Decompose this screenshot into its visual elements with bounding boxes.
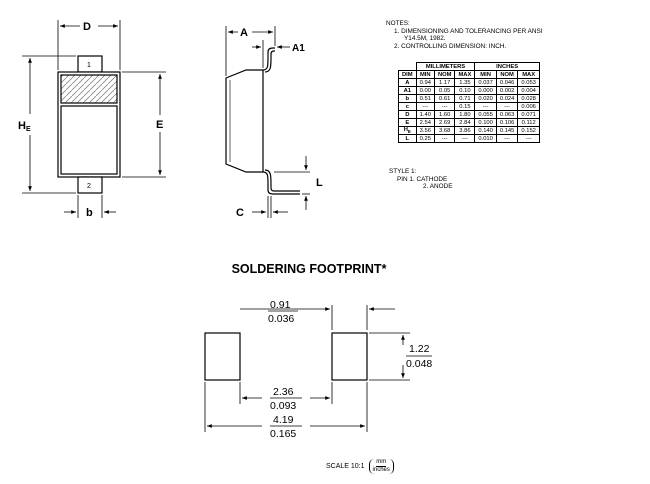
table-dim-cell: c <box>399 103 417 111</box>
table-value-cell: --- <box>434 135 455 143</box>
table-value-cell: 0.61 <box>434 95 455 103</box>
table-value-cell: 2.54 <box>416 119 434 127</box>
table-value-cell: 0.51 <box>416 95 434 103</box>
table-row <box>399 135 540 143</box>
table-value-cell: 0.037 <box>475 79 497 87</box>
table-value-cell: 3.56 <box>416 127 434 135</box>
table-value-cell: 1.40 <box>416 111 434 119</box>
dim-b-label: b <box>86 207 93 219</box>
table-row <box>399 111 540 119</box>
table-value-cell: --- <box>496 103 518 111</box>
notes-block <box>386 20 543 50</box>
table-dim-cell: D <box>399 111 417 119</box>
table-value-cell: 3.68 <box>434 127 455 135</box>
table-col-header: MIN <box>416 71 434 79</box>
dim-pad-width-mm: 0.91 <box>270 299 291 311</box>
table-value-cell: 0.100 <box>475 119 497 127</box>
dim-HE-sub: E <box>407 129 411 135</box>
table-value-cell: 3.86 <box>455 127 475 135</box>
table-value-cell: 0.000 <box>475 87 497 95</box>
table-col-header: NOM <box>434 71 455 79</box>
dim-pad-height-in: 0.048 <box>406 358 433 370</box>
side-body <box>226 70 263 172</box>
dim-E-label: E <box>156 119 164 131</box>
dim-pad-width-in: 0.036 <box>268 313 295 325</box>
style-pin1: PIN 1. CATHODE <box>397 175 448 183</box>
table-value-cell: 0.140 <box>475 127 497 135</box>
footprint-pad-right <box>332 333 367 380</box>
table-row <box>399 103 540 111</box>
table-value-cell: 1.80 <box>455 111 475 119</box>
table-value-cell: 1.17 <box>434 79 455 87</box>
style-block <box>389 168 452 191</box>
table-value-cell: 1.35 <box>455 79 475 87</box>
dim-HE-label: HE <box>18 120 31 133</box>
dimension-table <box>398 62 540 143</box>
table-value-cell: --- <box>455 135 475 143</box>
table-value-cell: 0.25 <box>416 135 434 143</box>
table-row <box>399 119 540 127</box>
table-value-cell: 0.004 <box>518 87 540 95</box>
table-value-cell: 0.071 <box>518 111 540 119</box>
table-dim-cell <box>399 127 417 135</box>
scale-note <box>326 459 394 474</box>
table-value-cell: --- <box>434 103 455 111</box>
table-dim-cell: L <box>399 135 417 143</box>
table-value-cell: 0.152 <box>518 127 540 135</box>
table-value-cell: 0.024 <box>496 95 518 103</box>
cathode-band <box>61 75 117 103</box>
table-dim-cell: A1 <box>399 87 417 95</box>
table-value-cell: --- <box>416 103 434 111</box>
table-value-cell: 0.055 <box>475 111 497 119</box>
dim-C-label: C <box>236 207 244 219</box>
dim-overall-in: 0.165 <box>270 428 297 440</box>
table-dim-cell: b <box>399 95 417 103</box>
table-dim-cell: E <box>399 119 417 127</box>
table-value-cell: --- <box>475 103 497 111</box>
dim-L-label: L <box>316 177 323 189</box>
dim-A1-label: A1 <box>292 43 305 54</box>
table-col-header: NOM <box>496 71 518 79</box>
table-value-cell: 0.046 <box>496 79 518 87</box>
note-1-cont: Y14.5M, 1982. <box>404 35 446 43</box>
table-row <box>399 79 540 87</box>
top-view <box>58 56 120 193</box>
table-row <box>399 127 540 135</box>
table-dim-cell: A <box>399 79 417 87</box>
table-value-cell: 0.020 <box>475 95 497 103</box>
unit-mm: mm <box>376 459 387 465</box>
table-col-header: MAX <box>455 71 475 79</box>
table-value-cell: 0.002 <box>496 87 518 95</box>
dim-A-label: A <box>240 27 248 39</box>
table-value-cell: 0.00 <box>416 87 434 95</box>
table-value-cell: 0.71 <box>455 95 475 103</box>
table-value-cell: 2.84 <box>455 119 475 127</box>
table-value-cell: --- <box>518 135 540 143</box>
footprint-pads <box>205 333 367 380</box>
table-value-cell: 0.10 <box>455 87 475 95</box>
table-value-cell: 0.94 <box>416 79 434 87</box>
footprint-title: SOLDERING FOOTPRINT* <box>231 262 387 276</box>
style-pin2: 2. ANODE <box>423 183 453 191</box>
table-value-cell: 0.145 <box>496 127 518 135</box>
table-value-cell: 0.053 <box>518 79 540 87</box>
table-row <box>399 87 540 95</box>
table-value-cell: 0.028 <box>518 95 540 103</box>
table-value-cell: --- <box>496 135 518 143</box>
style-heading: STYLE 1: <box>389 168 417 175</box>
scale-label: SCALE 10:1 <box>326 463 365 470</box>
table-group-mm: MILLIMETERS <box>416 63 475 71</box>
unit-inches: inches <box>372 467 390 473</box>
table-value-cell: 0.010 <box>475 135 497 143</box>
table-value-cell: 0.112 <box>518 119 540 127</box>
table-value-cell: 0.05 <box>434 87 455 95</box>
pin1-label: 1 <box>87 62 91 69</box>
dim-D-label: D <box>83 21 91 33</box>
body-inner <box>61 106 117 174</box>
unit-fraction <box>369 459 394 474</box>
table-value-cell: 0.15 <box>455 103 475 111</box>
table-col-header: MIN <box>475 71 497 79</box>
table-group-in: INCHES <box>475 63 540 71</box>
pin2-label: 2 <box>87 183 91 190</box>
note-2: 2. CONTROLLING DIMENSION: INCH. <box>394 42 507 50</box>
footprint-pad-left <box>205 333 240 380</box>
dim-overall-mm: 4.19 <box>273 414 294 426</box>
table-value-cell: 0.063 <box>496 111 518 119</box>
table-row <box>399 95 540 103</box>
table-value-cell: 2.69 <box>434 119 455 127</box>
dim-pad-height-mm: 1.22 <box>409 343 430 355</box>
notes-heading: NOTES: <box>386 20 410 27</box>
dim-gap-in: 0.093 <box>270 400 297 412</box>
dim-gap-mm: 2.36 <box>273 386 294 398</box>
table-value-cell: 0.006 <box>518 103 540 111</box>
table-value-cell: 0.106 <box>496 119 518 127</box>
table-col-header: DIM <box>399 71 417 79</box>
table-header-row <box>399 71 540 79</box>
table-corner <box>399 63 417 71</box>
table-col-header: MAX <box>518 71 540 79</box>
table-value-cell: 1.60 <box>434 111 455 119</box>
dim-HE-main: H <box>403 127 408 133</box>
note-1: 1. DIMENSIONING AND TOLERANCING PER ANSI <box>394 27 543 35</box>
